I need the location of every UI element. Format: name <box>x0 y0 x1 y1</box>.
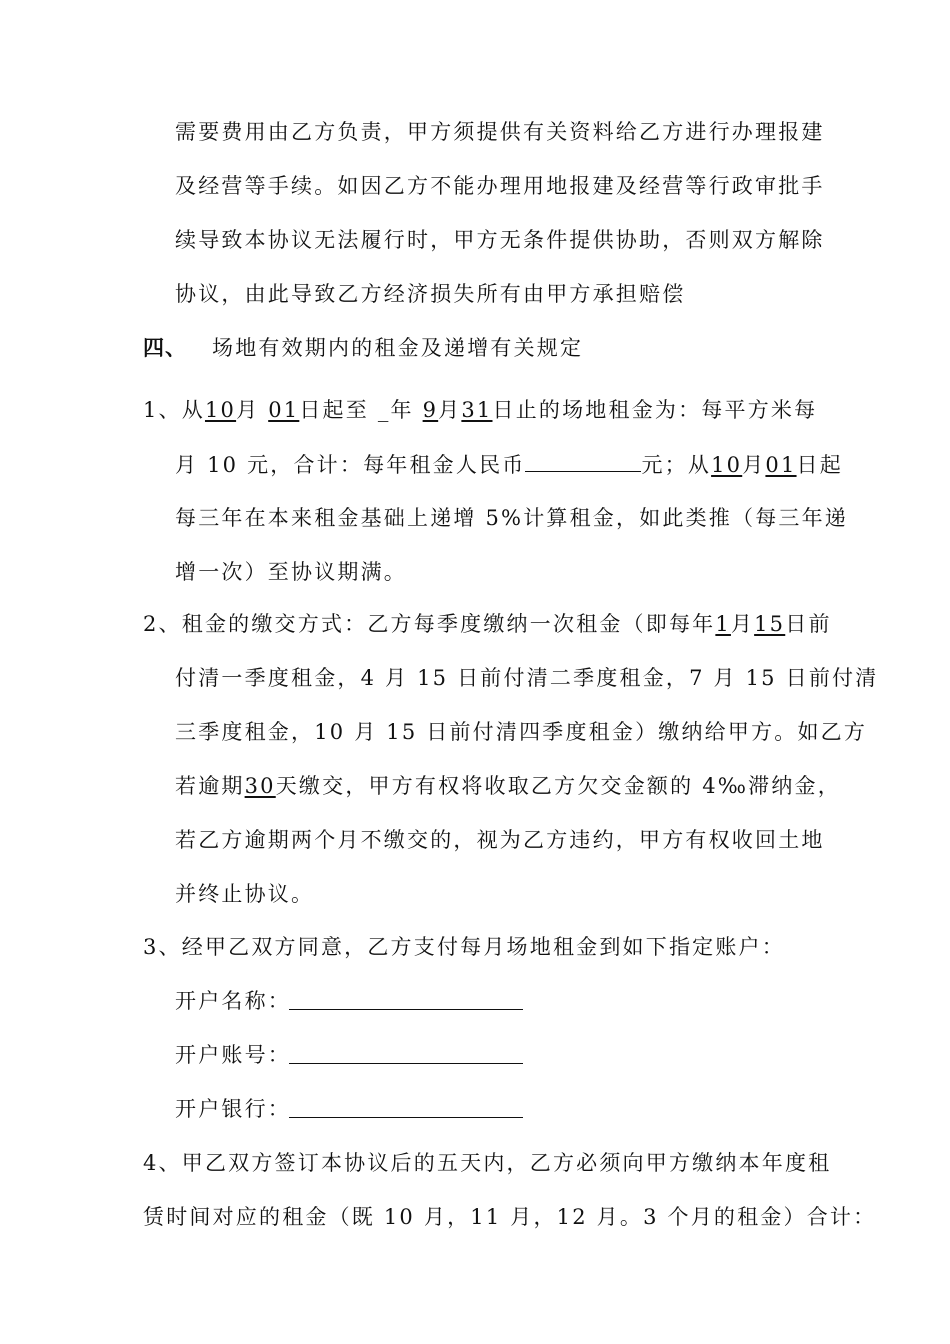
item-2-line-5: 若乙方逾期两个月不缴交的，视为乙方违约，甲方有权收回土地 <box>175 828 825 852</box>
year-label: 年 <box>390 398 414 422</box>
clause-3-continuation-line-2: 及经营等手续。如因乙方不能办理用地报建及经营等行政审批手 <box>175 174 825 198</box>
year-blank: _ <box>377 398 391 422</box>
item-2-line-1 <box>143 609 832 639</box>
item-1-line-4: 增一次）至协议期满。 <box>175 560 407 584</box>
item-1-prefix: 1、从 <box>143 398 205 422</box>
day-label: 日起 <box>796 453 843 477</box>
item-1-line-2 <box>175 449 843 480</box>
account-name-field[interactable] <box>289 1009 523 1010</box>
item-2-line-6: 并终止协议。 <box>175 882 315 906</box>
item-2-line-2: 付清一季度租金，4 月 15 日前付清二季度租金，7 月 15 日前付清 <box>175 666 879 690</box>
day-label: 日前 <box>785 612 832 636</box>
clause-3-continuation-line-4: 协议，由此导致乙方经济损失所有由甲方承担赔偿 <box>175 282 686 306</box>
account-name-label: 开户名称： <box>175 989 291 1013</box>
item-1-line-3: 每三年在本来租金基础上递增 5%计算租金，如此类推（每三年递 <box>175 506 848 530</box>
start-day: 01 <box>268 398 300 422</box>
q1-month: 1 <box>715 612 731 636</box>
section-4-title: 场地有效期内的租金及递增有关规定 <box>212 336 584 360</box>
month-label: 月 <box>742 453 766 477</box>
increment-day: 01 <box>765 453 797 477</box>
account-bank-label: 开户银行： <box>175 1097 291 1121</box>
increment-month: 10 <box>711 453 743 477</box>
item-2-line-4 <box>175 771 841 801</box>
item-3-line-1: 3、经甲乙双方同意，乙方支付每月场地租金到如下指定账户： <box>143 935 785 959</box>
item-4-line-2: 赁时间对应的租金（既 10 月，11 月，12 月。3 个月的租金）合计： <box>143 1205 877 1229</box>
account-number-label: 开户账号： <box>175 1043 291 1067</box>
overdue-days: 30 <box>244 774 276 798</box>
overdue-label: 若逾期 <box>175 774 245 798</box>
late-fee-text: 天缴交，甲方有权将收取乙方欠交金额的 4‰滞纳金， <box>275 774 841 798</box>
clause-3-continuation-line-3: 续导致本协议无法履行时，甲方无条件提供协助，否则双方解除 <box>175 228 825 252</box>
month-label: 月 <box>730 612 755 636</box>
month-label: 月 <box>236 398 260 422</box>
item-2-line-3: 三季度租金，10 月 15 日前付清四季度租金）缴纳给甲方。如乙方 <box>175 720 868 744</box>
payment-method-text: 2、租金的缴交方式：乙方每季度缴纳一次租金（即每年 <box>143 612 716 636</box>
annual-rent-blank <box>525 449 641 472</box>
yuan-label: 元；从 <box>641 453 712 477</box>
clause-3-continuation-line-1: 需要费用由乙方负责，甲方须提供有关资料给乙方进行办理报建 <box>175 120 825 144</box>
start-month: 10 <box>204 398 237 422</box>
account-number-field[interactable] <box>289 1063 523 1064</box>
item-4-line-1: 4、甲乙双方签订本协议后的五天内，乙方必须向甲方缴纳本年度租 <box>143 1151 832 1175</box>
q1-day: 15 <box>754 612 786 636</box>
account-bank-field[interactable] <box>289 1117 523 1118</box>
month-label: 月 <box>438 398 462 422</box>
section-4-number: 四、 <box>143 336 187 360</box>
end-month: 9 <box>422 398 439 422</box>
end-day: 31 <box>461 398 493 422</box>
rent-rate-text: 日止的场地租金为：每平方米每 <box>492 398 818 422</box>
item-1-line-1 <box>143 395 817 425</box>
day-label: 日起至 <box>299 398 369 422</box>
annual-rent-label: 月 10 元，合计：每年租金人民币 <box>175 453 526 477</box>
